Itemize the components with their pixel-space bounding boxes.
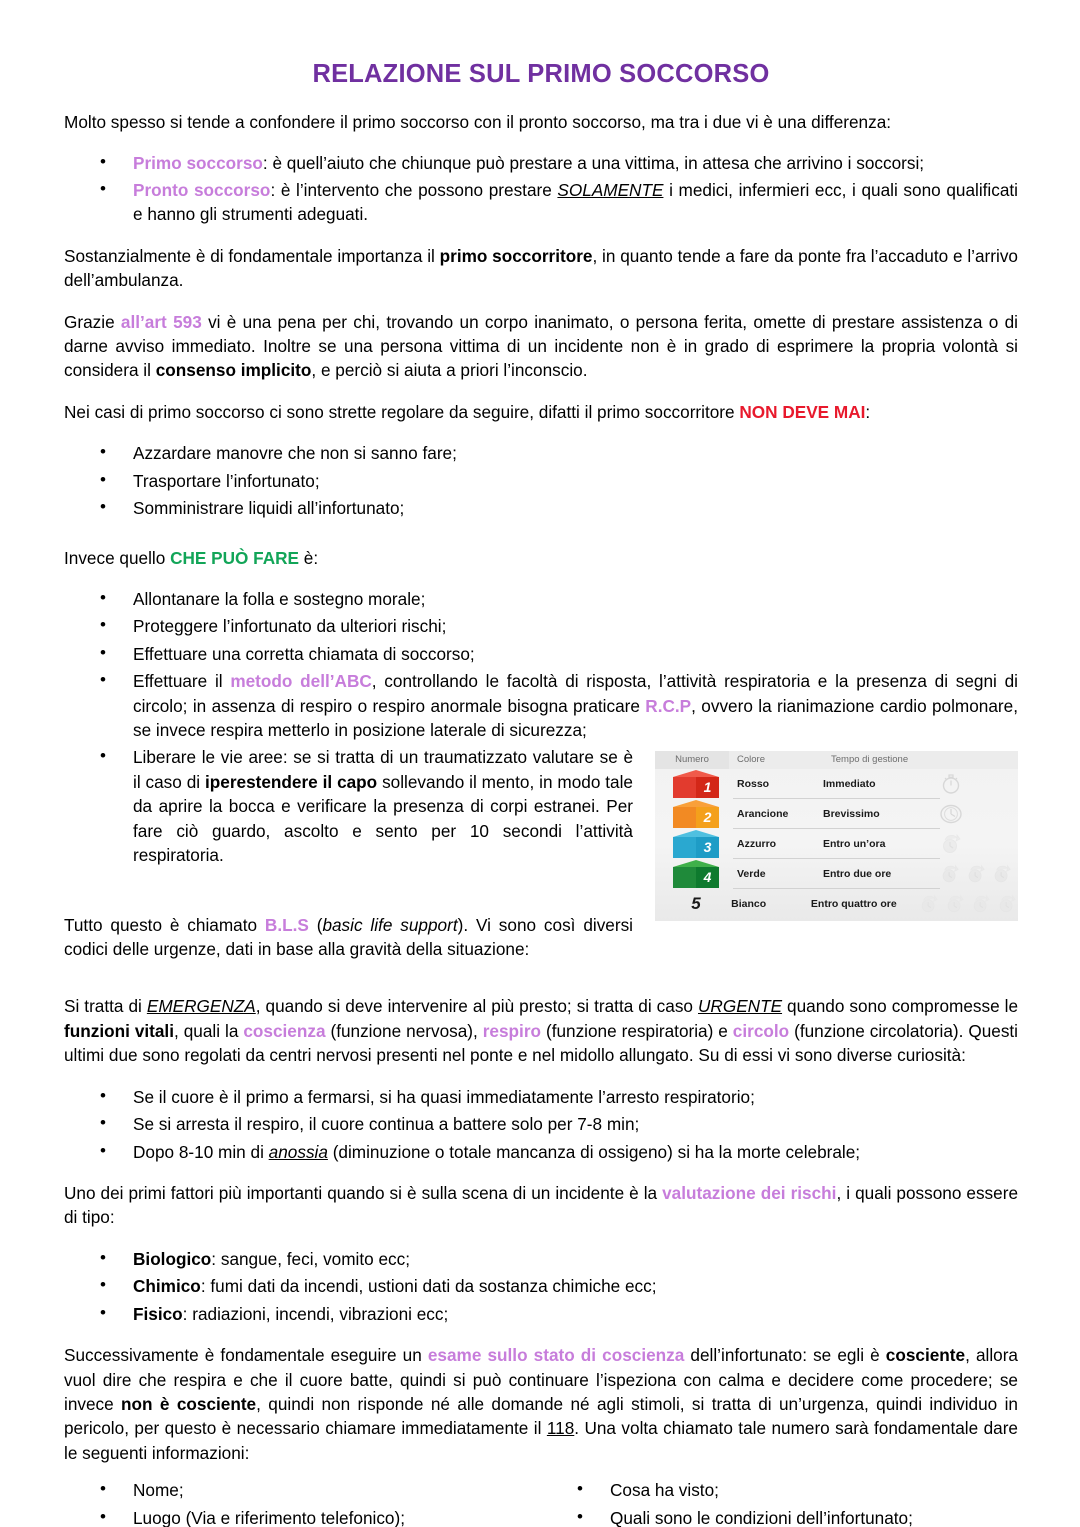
list-item	[100, 587, 1018, 611]
abc-part3: , ovvero la rianimazione cardio polmonare, se invece respira metterlo in posizione laterale di sicurezza;	[133, 695, 1018, 741]
emg-part2: , quando si deve intervenire al più presto; si tratta di caso	[255, 996, 698, 1017]
list-item	[100, 642, 1018, 666]
rischio-term-biologico: Biologico	[133, 1248, 212, 1269]
term-primo-soccorso-rest: : è quell’aiuto che chiunque può prestare a una vittima, in attesa che arrivino i soccorsi;	[262, 153, 925, 174]
info-right-item-0: Cosa ha visto;	[610, 1480, 719, 1501]
vie-aeree-bold: iperestendere il capo	[205, 771, 378, 792]
triage-number: 4	[703, 869, 712, 886]
emphasis-emergenza: EMERGENZA	[146, 996, 256, 1017]
spacer	[64, 538, 1018, 546]
cos-bold2: non è cosciente	[121, 1393, 257, 1414]
clock-arrow-icon	[939, 832, 963, 856]
term-pronto-soccorso-after: i medici, infermieri ecc, i quali sono qualificati e hanno gli strumenti adeguati.	[133, 179, 1018, 225]
accent-bls: B.L.S	[264, 914, 309, 935]
triage-tempo: Entro quattro ore	[810, 898, 897, 911]
triage-icons	[935, 863, 1018, 885]
rischio-rest-chimico: : fumi dati da incendi, ustioni dati da sostanza chimiche ecc;	[200, 1276, 657, 1297]
emg-part5: (funzione nervosa),	[325, 1020, 483, 1041]
paragraph-emergenza	[64, 994, 1018, 1067]
definitions-list	[64, 151, 1018, 226]
list-item	[100, 1478, 541, 1502]
soccorritore-bold: primo soccorritore	[439, 245, 593, 266]
triage-number: 2	[703, 809, 712, 826]
clock-arrow-icon	[944, 893, 966, 915]
list-item	[100, 1506, 541, 1527]
paragraph-coscienza	[64, 1343, 1018, 1465]
emg-part6: (funzione respiratoria) e	[541, 1020, 733, 1041]
abc-part1: Effettuare il	[133, 671, 231, 692]
triage-tempo: Immediato	[823, 778, 876, 791]
rischio-term-fisico: Fisico	[133, 1303, 183, 1324]
triage-header-row	[655, 751, 1018, 769]
curiosita-item-0: Se il cuore è il primo a fermarsi, si ha quasi immediatamente l’arresto respiratorio;	[133, 1086, 755, 1107]
cube-icon-green	[673, 860, 719, 888]
list-item	[100, 1247, 1018, 1271]
bls-italic: basic life support	[322, 914, 458, 935]
triage-cube-cell	[655, 769, 729, 799]
info-left-item-1: Luogo (Via e riferimento telefonico);	[133, 1507, 405, 1527]
paragraph-non-deve-mai-lead	[64, 400, 1018, 424]
intro-lead-text: Molto spesso si tende a confondere il primo soccorso con il pronto soccorso, ma tra i due vi è una differenza:	[64, 112, 892, 133]
list-item	[577, 1478, 1018, 1502]
triage-row	[655, 829, 1018, 859]
anossia-part2: (diminuzione o totale mancanza di ossigeno) si ha la morte celebrale;	[327, 1141, 861, 1162]
list-item-vie-aeree	[100, 745, 1018, 914]
vie-aeree-part1: Liberare le vie aree: se si tratta di un traumatizzato valutare se è il caso di	[133, 747, 633, 792]
rischio-rest-biologico: : sangue, feci, vomito ecc;	[211, 1248, 411, 1269]
cpf-part2: è:	[299, 547, 319, 568]
ok-che-puo-fare: CHE PUÒ FARE	[170, 547, 299, 568]
informazioni-two-column-list	[64, 1478, 1018, 1527]
cos-part5: . Una volta chiamato tale numero sarà fondamentale dare le seguenti informazioni:	[64, 1418, 1018, 1463]
cpf-item-2: Effettuare una corretta chiamata di soccorso;	[133, 643, 475, 664]
list-item	[100, 441, 1018, 465]
page-title: RELAZIONE SUL PRIMO SOCCORSO	[312, 60, 770, 88]
triage-icons	[935, 832, 1018, 856]
accent-coscienza: coscienza	[243, 1020, 326, 1041]
triage-colore: Arancione	[737, 808, 789, 821]
clock-arrow-icon	[965, 863, 987, 885]
ndm-part1: Nei casi di primo soccorso ci sono strette regolare da seguire, difatti il primo soccorritore	[64, 401, 740, 422]
info-left-item-0: Nome;	[133, 1480, 184, 1501]
triage-row	[655, 799, 1018, 829]
paragraph-che-puo-fare-lead	[64, 546, 1018, 570]
cos-part1: Successivamente è fondamentale eseguire un	[64, 1345, 428, 1366]
triage-tempo: Entro un’ora	[823, 838, 886, 851]
triage-tempo: Brevissimo	[823, 808, 880, 821]
triage-code-table-image	[655, 751, 1018, 921]
non-deve-mai-item-2: Somministrare liquidi all’infortunato;	[133, 498, 405, 519]
triage-number: 1	[703, 779, 712, 796]
term-primo-soccorso: Primo soccorso	[133, 153, 263, 174]
accent-circolo: circolo	[732, 1020, 790, 1041]
non-deve-mai-item-1: Trasportare l’infortunato;	[133, 470, 320, 491]
triage-tempo: Entro due ore	[823, 868, 892, 881]
cube-icon-white	[673, 890, 719, 918]
accent-esame-coscienza: esame sullo stato di coscienza	[427, 1345, 685, 1366]
emg-part4: , quali la	[174, 1020, 244, 1041]
curiosita-list	[64, 1085, 1018, 1164]
non-deve-mai-list	[64, 441, 1018, 520]
clock-arrow-icon	[970, 893, 992, 915]
clock-arrow-icon	[939, 863, 961, 885]
triage-header-tempo: Tempo di gestione	[823, 751, 1018, 769]
list-item	[100, 1085, 1018, 1109]
list-item	[100, 469, 1018, 493]
paragraph-rischi	[64, 1181, 1018, 1230]
cos-part4: , quindi non risponde né alle domande né agli stimoli, si tratta di un’urgenza, quindi individuo in pericolo, per questo è necessario chiamare immediatamente il	[64, 1393, 1018, 1439]
rischi-part2: , i quali possono essere di tipo:	[64, 1182, 1018, 1228]
emphasis-solamente: SOLAMENTE	[557, 179, 664, 200]
informazioni-right-list	[541, 1478, 1018, 1527]
list-item	[100, 1274, 1018, 1298]
art593-part3: , e perciò si aiuta a priori l’inconscio.	[311, 360, 588, 381]
term-pronto-soccorso: Pronto soccorso	[133, 179, 271, 200]
stopwatch-icon	[939, 772, 963, 796]
anossia-part1: Dopo 8-10 min di	[133, 1141, 269, 1162]
emphasis-urgente: URGENTE	[698, 996, 783, 1017]
emg-part3: quando sono compromesse le	[782, 996, 1019, 1017]
bls-part3: ). Vi sono così diversi codici delle urgenze, dati in base alla gravità della situazione:	[64, 914, 633, 960]
bls-part2: (	[308, 914, 323, 935]
triage-cube-cell	[655, 889, 723, 919]
cpf-item-1: Proteggere l’infortunato da ulteriori rischi;	[133, 616, 447, 637]
clock-icon	[939, 802, 963, 826]
emg-bold: funzioni vitali	[64, 1020, 174, 1041]
informazioni-col-left	[64, 1478, 541, 1527]
curiosita-item-1: Se si arresta il respiro, il cuore continua a battere solo per 7-8 min;	[133, 1114, 640, 1135]
paragraph-soccorritore	[64, 244, 1018, 293]
vie-aeree-part2: sollevando il mento, in modo tale da aprire la bocca e verificare la presenza di corpi estranei. Per fare ciò guardo, ascolto e sento per 10 secondi l’attività respiratoria.	[133, 771, 633, 866]
spacer	[64, 978, 1018, 994]
triage-row	[655, 859, 1018, 889]
rischi-part1: Uno dei primi fattori più importanti quando si è sulla scena di un incidente è la	[64, 1182, 663, 1203]
che-puo-fare-list	[64, 587, 1018, 914]
triage-icons	[935, 802, 1018, 826]
triage-cube-cell	[655, 829, 729, 859]
accent-metodo-abc: metodo dell’ABC	[230, 671, 372, 692]
informazioni-left-list	[64, 1478, 541, 1527]
rischio-rest-fisico: : radiazioni, incendi, vibrazioni ecc;	[182, 1303, 449, 1324]
list-item	[100, 1112, 1018, 1136]
cos-part2: dell’infortunato: se egli è	[684, 1345, 886, 1366]
abc-part2: , controllando le facoltà di risposta, l’attività respiratoria e la presenza di segni di circolo; in assenza di respiro o respiro anormale bisogna praticare	[133, 671, 1018, 716]
triage-colore: Bianco	[731, 898, 767, 911]
informazioni-col-right	[541, 1478, 1018, 1527]
triage-body	[655, 769, 1018, 919]
art593-part1: Grazie	[64, 311, 121, 332]
rischi-tipi-list	[64, 1247, 1018, 1326]
art593-bold: consenso implicito	[155, 360, 312, 381]
triage-number: 5	[691, 894, 701, 914]
info-right-item-1: Quali sono le condizioni dell’infortunato;	[610, 1507, 913, 1527]
emg-part1: Si tratta di	[64, 996, 147, 1017]
triage-number: 3	[703, 839, 712, 856]
triage-header-numero: • Numero	[655, 751, 729, 769]
list-item	[100, 614, 1018, 638]
ndm-part2: :	[865, 401, 871, 422]
soccorritore-part2: , in quanto tende a fare da ponte fra l’accaduto e l’arrivo dell’ambulanza.	[64, 245, 1018, 291]
accent-rcp: R.C.P	[645, 695, 692, 716]
cpf-item-0: Allontanare la folla e sostegno morale;	[133, 588, 426, 609]
cpf-part1: Invece quello	[64, 547, 171, 568]
alert-non-deve-mai: NON DEVE MAI	[739, 401, 866, 422]
list-item-anossia	[100, 1140, 1018, 1164]
list-item	[100, 496, 1018, 520]
intro-lead	[64, 110, 1018, 134]
emg-part7: (funzione circolatoria). Questi ultimi due sono regolati da centri nervosi presenti nel ponte e nel midollo allungato. Su di essi vi sono diverse curiosità:	[64, 1020, 1019, 1066]
triage-colore: Verde	[737, 868, 766, 881]
emphasis-118: 118	[546, 1418, 575, 1439]
cos-part3: , allora vuol dire che respira e che il cuore batte, quindi si può continuare l’ispeziona con calma e decidere come procedere; se invece	[64, 1345, 1018, 1414]
emphasis-anossia: anossia	[268, 1141, 328, 1162]
rischio-term-chimico: Chimico	[133, 1276, 201, 1297]
clock-arrow-icon	[918, 893, 940, 915]
accent-valutazione-rischi: valutazione dei rischi	[662, 1182, 837, 1203]
triage-row	[655, 769, 1018, 799]
paragraph-art593	[64, 310, 1018, 383]
triage-row	[655, 889, 1018, 919]
triage-cube-cell	[655, 799, 729, 829]
triage-colore: Rosso	[737, 778, 770, 791]
clock-arrow-icon	[996, 893, 1018, 915]
cos-bold1: cosciente	[885, 1345, 966, 1366]
list-item-pronto-soccorso	[100, 178, 1018, 227]
cube-icon-orange	[673, 800, 719, 828]
list-item-abc	[100, 669, 1018, 742]
cube-icon-blue	[673, 830, 719, 858]
list-item-primo-soccorso	[100, 151, 1018, 175]
art593-accent: all’art 593	[120, 311, 202, 332]
triage-cube-cell	[655, 859, 729, 889]
triage-header-colore: Colore	[729, 751, 823, 769]
list-item	[100, 1302, 1018, 1326]
accent-respiro: respiro	[482, 1020, 542, 1041]
soccorritore-part1: Sostanzialmente è di fondamentale importanza il	[64, 245, 440, 266]
triage-colore: Azzurro	[737, 838, 777, 851]
bls-part1: Tutto questo è chiamato	[64, 914, 265, 935]
triage-figure-wrap	[655, 751, 1018, 921]
art593-part2: vi è una pena per chi, trovando un corpo inanimato, o persona ferita, omette di prestare assistenza o di darne avviso immediato. Inoltre se una persona vittima di un incidente non è in grado di esprimere la propria volontà si considera il	[64, 311, 1018, 381]
triage-icons	[914, 893, 1018, 915]
list-item	[577, 1506, 1018, 1527]
clock-arrow-icon	[991, 863, 1013, 885]
non-deve-mai-item-0: Azzardare manovre che non si sanno fare;	[133, 443, 457, 464]
cube-icon-red	[673, 770, 719, 798]
term-pronto-soccorso-before: : è l’intervento che possono prestare	[270, 179, 558, 200]
triage-icons	[935, 772, 1018, 796]
